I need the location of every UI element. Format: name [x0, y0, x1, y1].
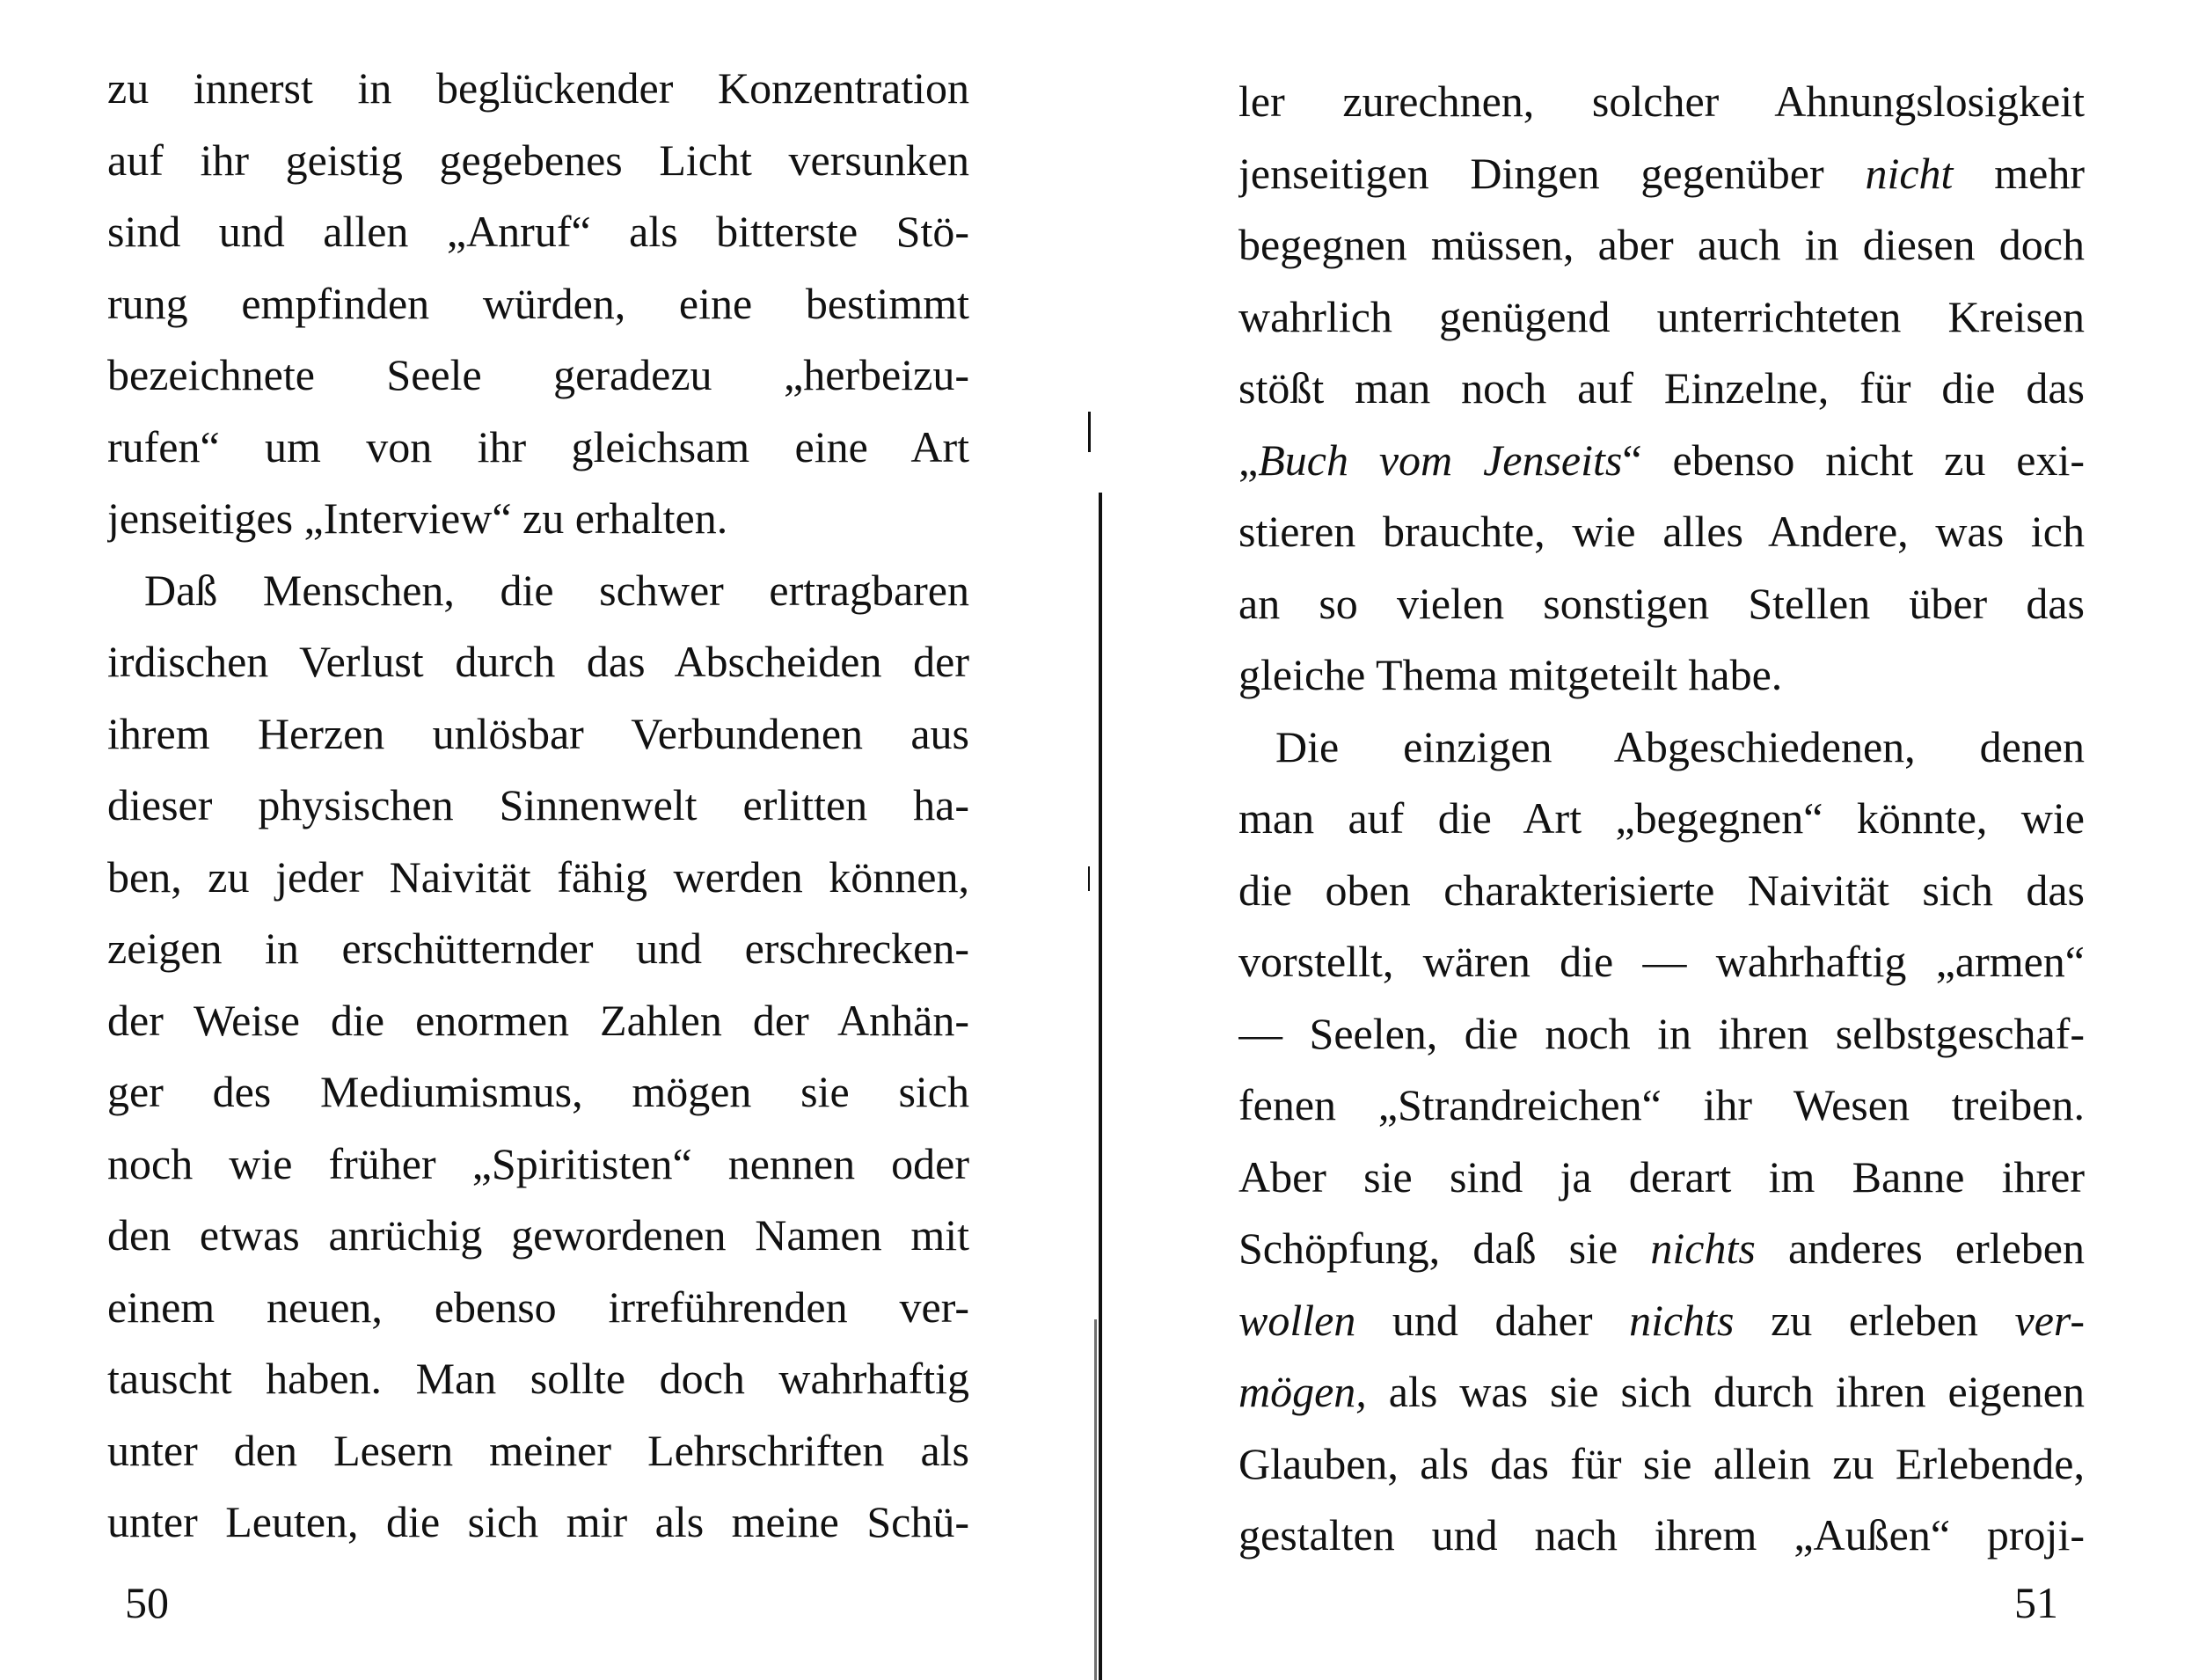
text-line — [1238, 1213, 2085, 1285]
italic-text: wollen — [1238, 1295, 1356, 1345]
text-segment: — Seelen, die noch in ihren selbstgeschaf- — [1238, 1008, 2085, 1058]
text-line — [1238, 1428, 2085, 1501]
text-line — [107, 53, 969, 125]
italic-text: mögen, — [1238, 1367, 1367, 1416]
text-line — [107, 268, 969, 340]
italic-text: nicht — [1865, 148, 1954, 198]
text-line — [107, 196, 969, 268]
text-line — [1238, 425, 2085, 497]
text-line — [107, 1129, 969, 1201]
text-line — [107, 1415, 969, 1487]
text-segment: gleiche Thema mitgeteilt habe. — [1238, 650, 1783, 699]
text-line — [107, 1343, 969, 1415]
text-segment: sind und allen „Anruf“ als bitterste Stö- — [107, 207, 969, 256]
left-page-text — [107, 53, 969, 1559]
text-line — [1238, 1500, 2085, 1572]
text-line — [107, 412, 969, 484]
text-segment: ben, zu jeder Naivität fähig werden können, — [107, 851, 969, 902]
text-segment: wahrlich genügend unterrichteten Kreisen — [1238, 291, 2085, 341]
text-segment: Schöpfung, daß sie — [1238, 1223, 1651, 1273]
text-line — [1238, 783, 2085, 855]
text-segment: zu innerst in beglückender Konzentration — [107, 63, 969, 113]
italic-text: Buch vom Jenseits — [1258, 435, 1623, 485]
text-segment: Die einzigen Abgeschiedenen, denen — [1275, 721, 2085, 771]
text-segment: unter Leuten, die sich mir als meine Schü- — [107, 1497, 969, 1546]
gutter-mark — [1088, 866, 1090, 891]
text-segment: mehr — [1953, 148, 2085, 198]
text-line — [1238, 926, 2085, 998]
text-segment: die oben charakterisierte Naivität sich das — [1238, 865, 2085, 915]
text-segment: einem neuen, ebenso irreführenden ver- — [107, 1282, 969, 1332]
text-line — [107, 125, 969, 197]
text-segment: auf ihr geistig gegebenes Licht versunken — [107, 135, 969, 185]
text-segment: ger des Mediumismus, mögen sie sich — [107, 1067, 969, 1116]
text-segment: unter den Lesern meiner Lehrschriften als — [107, 1425, 969, 1475]
text-line — [107, 483, 969, 555]
text-segment: anderes erleben — [1755, 1223, 2085, 1273]
text-segment: jenseitigen Dingen gegenüber — [1238, 148, 1866, 198]
text-line — [1238, 209, 2085, 281]
text-line — [1238, 1356, 2085, 1428]
text-segment: zeigen in erschütternder und erschrecken- — [107, 924, 969, 973]
text-line — [107, 1272, 969, 1344]
text-line — [1238, 712, 2085, 784]
gutter-shadow — [1094, 1319, 1097, 1680]
text-line — [1238, 353, 2085, 425]
text-segment: stößt man noch auf Einzelne, für die das — [1238, 363, 2085, 413]
text-segment: Aber sie sind ja derart im Banne ihrer — [1238, 1151, 2085, 1202]
italic-text: nichts — [1629, 1295, 1735, 1345]
text-segment: an so vielen sonstigen Stellen über das — [1238, 578, 2085, 628]
text-line — [1238, 66, 2085, 138]
text-segment: begegnen müssen, aber auch in diesen doch — [1238, 220, 2085, 269]
text-segment: zu erleben — [1734, 1295, 2015, 1345]
text-line — [107, 1056, 969, 1129]
gutter-fold-line — [1099, 493, 1102, 1680]
text-line — [1238, 998, 2085, 1070]
right-page-number: 51 — [2014, 1578, 2058, 1627]
text-line — [1238, 1285, 2085, 1357]
text-line — [107, 1486, 969, 1559]
text-segment: tauscht haben. Man sollte doch wahrhaftig — [107, 1354, 969, 1403]
text-segment: der Weise die enormen Zahlen der Anhän- — [107, 995, 969, 1045]
text-segment: jenseitiges „Interview“ zu erhalten. — [107, 493, 728, 543]
text-segment: „ — [1238, 435, 1259, 485]
text-segment: rung empfinden würden, eine bestimmt — [107, 278, 969, 328]
text-segment: stieren brauchte, wie alles Andere, was ich — [1238, 507, 2085, 556]
left-page-number: 50 — [125, 1578, 169, 1627]
text-segment: den etwas anrüchig gewordenen Namen mit — [107, 1210, 969, 1260]
text-segment: und daher — [1355, 1295, 1630, 1345]
text-segment: “ ebenso nicht zu exi- — [1622, 435, 2085, 485]
text-line — [107, 626, 969, 698]
text-segment: ihrem Herzen unlösbar Verbundenen aus — [107, 708, 969, 758]
text-line — [1238, 138, 2085, 210]
text-line — [1238, 568, 2085, 640]
text-segment: dieser physischen Sinnenwelt erlitten ha- — [107, 780, 969, 829]
text-line — [107, 1200, 969, 1272]
left-page — [0, 0, 1091, 1680]
text-segment: rufen“ um von ihr gleichsam eine Art — [107, 421, 969, 471]
text-segment: vorstellt, wären die — wahrhaftig „armen“ — [1238, 937, 2085, 986]
text-segment: man auf die Art „begegnen“ könnte, wie — [1238, 793, 2085, 843]
text-segment: als was sie sich durch ihren eigenen — [1366, 1367, 2085, 1416]
italic-text: ver- — [2014, 1295, 2085, 1345]
right-page-text — [1238, 66, 2085, 1572]
text-line — [107, 770, 969, 842]
text-segment: noch wie früher „Spiritisten“ nennen oder — [107, 1138, 969, 1188]
text-line — [107, 555, 969, 627]
text-segment: Glauben, als das für sie allein zu Erlebende, — [1238, 1438, 2085, 1488]
text-line — [107, 913, 969, 985]
text-segment: bezeichnete Seele geradezu „herbeizu- — [107, 350, 969, 399]
text-line — [1238, 1070, 2085, 1142]
text-line — [1238, 281, 2085, 354]
text-segment: fenen „Strandreichen“ ihr Wesen treiben. — [1238, 1080, 2085, 1129]
text-line — [107, 842, 969, 914]
gutter-mark — [1088, 412, 1091, 452]
text-line — [107, 985, 969, 1057]
italic-text: nichts — [1650, 1223, 1756, 1273]
text-line — [107, 698, 969, 771]
text-segment: gestalten und nach ihrem „Außen“ proji- — [1238, 1510, 2085, 1559]
text-line — [1238, 1142, 2085, 1214]
right-page — [1108, 0, 2199, 1680]
text-line — [107, 340, 969, 412]
text-line — [1238, 496, 2085, 568]
text-line — [1238, 639, 2085, 712]
text-line — [1238, 855, 2085, 927]
text-segment: ler zurechnen, solcher Ahnungslosigkeit — [1238, 77, 2085, 126]
text-segment: irdischen Verlust durch das Abscheiden der — [107, 637, 969, 686]
text-segment: Daß Menschen, die schwer ertragbaren — [144, 565, 969, 615]
